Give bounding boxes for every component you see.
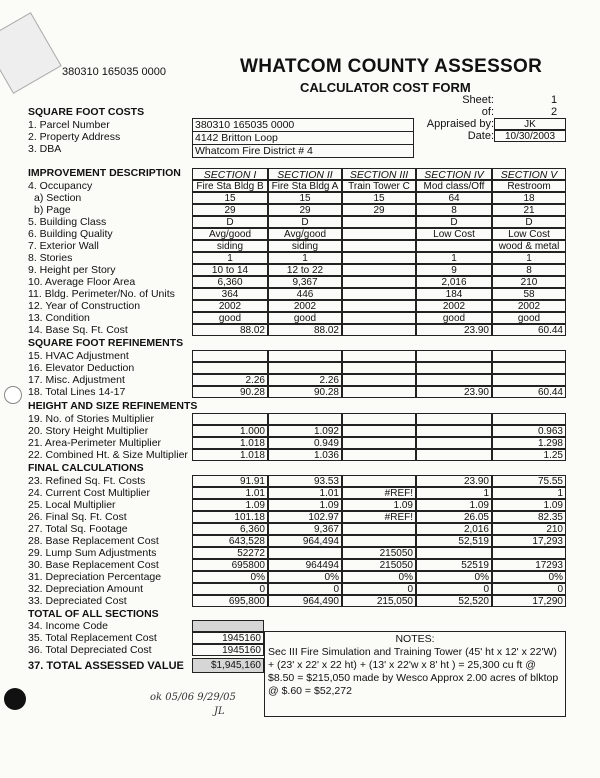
section-header-4: SECTION IV	[416, 168, 492, 180]
table-cell: 93.53	[268, 475, 342, 487]
table-cell: 2002	[416, 300, 492, 312]
table-cell: 1.25	[492, 449, 566, 461]
total-replacement-label: 35. Total Replacement Cost	[28, 632, 157, 644]
table-cell: 21	[492, 204, 566, 216]
of-value: 2	[550, 106, 558, 118]
appraised-value: JK	[494, 118, 566, 130]
table-cell: 29	[342, 204, 416, 216]
row-label: 6. Building Quality	[28, 228, 113, 240]
notes-box	[264, 631, 566, 717]
table-cell: 1.09	[192, 499, 268, 511]
table-cell: 52,520	[416, 595, 492, 607]
table-cell: 184	[416, 288, 492, 300]
table-cell: 102.97	[268, 511, 342, 523]
page-subtitle: CALCULATOR COST FORM	[300, 80, 471, 95]
table-cell: D	[416, 216, 492, 228]
row-label: b) Page	[34, 204, 71, 216]
table-cell: Mod class/Off	[416, 180, 492, 192]
section-header-3: SECTION III	[342, 168, 416, 180]
table-cell: D	[192, 216, 268, 228]
table-cell	[416, 449, 492, 461]
of-label: of:	[481, 106, 494, 118]
table-cell: 52272	[192, 547, 268, 559]
parcel-number-label: 1. Parcel Number	[28, 119, 110, 131]
table-cell: 29	[192, 204, 268, 216]
table-cell: 0%	[416, 571, 492, 583]
table-cell: 23.90	[416, 475, 492, 487]
table-cell: 964,490	[268, 595, 342, 607]
handwritten-dates: ok 05/06 9/29/05	[150, 692, 236, 703]
table-cell: Low Cost	[492, 228, 566, 240]
table-cell	[492, 350, 566, 362]
row-label: 14. Base Sq. Ft. Cost	[28, 324, 128, 336]
table-cell: wood & metal	[492, 240, 566, 252]
table-cell	[342, 312, 416, 324]
sheet-value: 1	[550, 94, 558, 106]
table-cell: 446	[268, 288, 342, 300]
table-cell: 215050	[342, 559, 416, 571]
table-cell: 210	[492, 276, 566, 288]
table-cell	[492, 374, 566, 386]
income-code-label: 34. Income Code	[28, 620, 108, 632]
table-cell: 23.90	[416, 324, 492, 336]
table-cell: good	[492, 312, 566, 324]
table-cell: 18	[492, 192, 566, 204]
table-cell	[342, 324, 416, 336]
table-cell: 17293	[492, 559, 566, 571]
table-cell: 643,528	[192, 535, 268, 547]
table-cell: 210	[492, 523, 566, 535]
total-assessed-value: $1,945,160	[192, 658, 264, 673]
table-cell: 1	[416, 252, 492, 264]
table-cell: 8	[416, 204, 492, 216]
table-cell: 2,016	[416, 276, 492, 288]
table-cell	[268, 547, 342, 559]
table-cell: 0	[492, 583, 566, 595]
table-cell	[342, 228, 416, 240]
table-cell: 6,360	[192, 523, 268, 535]
table-cell: 0	[342, 583, 416, 595]
table-cell: 695,800	[192, 595, 268, 607]
punch-hole	[4, 688, 26, 710]
table-cell: D	[268, 216, 342, 228]
row-label: 31. Depreciation Percentage	[28, 571, 162, 583]
table-cell: 15	[342, 192, 416, 204]
row-label: 23. Refined Sq. Ft. Costs	[28, 475, 146, 487]
table-cell	[342, 437, 416, 449]
table-cell	[342, 216, 416, 228]
table-cell: 90.28	[192, 386, 268, 398]
row-label: 12. Year of Construction	[28, 300, 141, 312]
table-cell: 88.02	[192, 324, 268, 336]
table-cell	[416, 374, 492, 386]
table-cell: 0	[416, 583, 492, 595]
table-cell: Avg/good	[268, 228, 342, 240]
handwritten-initials: JL	[214, 706, 225, 717]
table-cell: 215,050	[342, 595, 416, 607]
table-cell: good	[416, 312, 492, 324]
table-cell: 23.90	[416, 386, 492, 398]
table-cell: 0.963	[492, 425, 566, 437]
table-cell: 75.55	[492, 475, 566, 487]
table-cell	[268, 350, 342, 362]
table-cell: 1.000	[192, 425, 268, 437]
table-cell	[342, 374, 416, 386]
table-cell: 2002	[268, 300, 342, 312]
row-label: 13. Condition	[28, 312, 90, 324]
table-cell: 9	[416, 264, 492, 276]
table-cell	[342, 535, 416, 547]
row-label: 25. Local Multiplier	[28, 499, 116, 511]
dba-value: Whatcom Fire District # 4	[195, 145, 313, 157]
table-cell	[416, 547, 492, 559]
table-cell: 1.09	[268, 499, 342, 511]
date-value: 10/30/2003	[494, 130, 566, 142]
table-cell: 0%	[268, 571, 342, 583]
table-cell	[416, 240, 492, 252]
notes-title: NOTES:	[395, 633, 435, 645]
table-cell: 1.09	[416, 499, 492, 511]
section-heading: HEIGHT AND SIZE REFINEMENTS	[28, 400, 198, 412]
table-cell: 1.298	[492, 437, 566, 449]
table-cell: 1	[192, 252, 268, 264]
table-cell	[342, 350, 416, 362]
table-cell: 15	[192, 192, 268, 204]
table-cell	[416, 413, 492, 425]
table-cell: 15	[268, 192, 342, 204]
table-cell: 60.44	[492, 386, 566, 398]
table-cell: 17,293	[492, 535, 566, 547]
table-cell: 1.092	[268, 425, 342, 437]
table-cell: 1	[268, 252, 342, 264]
row-label: 21. Area-Perimeter Multiplier	[28, 437, 162, 449]
table-cell: 58	[492, 288, 566, 300]
table-cell: 82.35	[492, 511, 566, 523]
row-label: 22. Combined Ht. & Size Multiplier	[28, 449, 188, 461]
table-cell: 52519	[416, 559, 492, 571]
table-cell	[342, 264, 416, 276]
table-cell: 1.018	[192, 437, 268, 449]
table-cell	[416, 437, 492, 449]
table-cell: good	[268, 312, 342, 324]
table-cell: 1.01	[192, 487, 268, 499]
row-label: a) Section	[34, 192, 82, 204]
table-cell: 64	[416, 192, 492, 204]
row-label: 8. Stories	[28, 252, 73, 264]
table-cell: 26.05	[416, 511, 492, 523]
property-address-value: 4142 Britton Loop	[193, 132, 413, 145]
punch-hole	[4, 386, 22, 404]
row-label: 28. Base Replacement Cost	[28, 535, 159, 547]
total-replacement-value: 1945160	[192, 632, 264, 644]
table-cell: 1	[416, 487, 492, 499]
table-cell: #REF!	[342, 511, 416, 523]
table-cell	[342, 386, 416, 398]
parcel-info-box	[192, 118, 414, 158]
table-cell: Restroom	[492, 180, 566, 192]
notes-text: Sec III Fire Simulation and Training Tower (45' ht x 12' x 22'W) + (23' x 22' x 22 ht) + (13' x 22'w x 8' ht ) = 25,300 cu ft @ $8.50 = $215,050 made by Wesco Approx 2.00 acres of blktop @ $.60 = $52,272	[268, 646, 559, 697]
table-cell: 1.018	[192, 449, 268, 461]
table-cell	[492, 413, 566, 425]
table-cell: 12 to 22	[268, 264, 342, 276]
table-cell: 695800	[192, 559, 268, 571]
row-label: 20. Story Height Multiplier	[28, 425, 149, 437]
table-cell: 88.02	[268, 324, 342, 336]
row-label: 27. Total Sq. Footage	[28, 523, 128, 535]
row-label: 5. Building Class	[28, 216, 107, 228]
table-cell: 52,519	[416, 535, 492, 547]
row-label: 33. Depreciated Cost	[28, 595, 127, 607]
table-cell: 90.28	[268, 386, 342, 398]
table-cell: 17,290	[492, 595, 566, 607]
row-label: 16. Elevator Deduction	[28, 362, 135, 374]
table-cell: 29	[268, 204, 342, 216]
table-cell: 0%	[192, 571, 268, 583]
table-cell	[342, 240, 416, 252]
row-label: 11. Bldg. Perimeter/No. of Units	[28, 288, 175, 300]
table-cell: 1.09	[492, 499, 566, 511]
row-label: 30. Base Replacement Cost	[28, 559, 159, 571]
table-cell: 2.26	[268, 374, 342, 386]
table-cell	[342, 362, 416, 374]
table-cell: D	[492, 216, 566, 228]
table-cell: 964,494	[268, 535, 342, 547]
table-cell	[342, 300, 416, 312]
table-cell: 10 to 14	[192, 264, 268, 276]
table-cell	[192, 350, 268, 362]
date-label: Date:	[467, 130, 494, 142]
table-cell: 0	[268, 583, 342, 595]
table-cell	[492, 362, 566, 374]
table-cell	[492, 547, 566, 559]
table-cell: 364	[192, 288, 268, 300]
table-cell: Train Tower C	[342, 180, 416, 192]
table-cell: siding	[268, 240, 342, 252]
row-label: 18. Total Lines 14-17	[28, 386, 126, 398]
table-cell: 964494	[268, 559, 342, 571]
page-title: WHATCOM COUNTY ASSESSOR	[240, 56, 543, 77]
table-cell	[342, 276, 416, 288]
dba-label: 3. DBA	[28, 143, 62, 155]
table-cell	[268, 413, 342, 425]
table-cell: 0.949	[268, 437, 342, 449]
table-cell: 91.91	[192, 475, 268, 487]
table-cell: 9,367	[268, 276, 342, 288]
table-cell	[342, 288, 416, 300]
table-cell: 2002	[192, 300, 268, 312]
table-cell	[192, 413, 268, 425]
row-label: 9. Height per Story	[28, 264, 116, 276]
parcel-number-value: 380310 165035 0000	[193, 119, 413, 132]
section-heading: FINAL CALCULATIONS	[28, 462, 144, 474]
table-cell: 215050	[342, 547, 416, 559]
total-assessed-label: 37. TOTAL ASSESSED VALUE	[28, 660, 184, 672]
table-cell: 1.01	[268, 487, 342, 499]
table-cell	[416, 425, 492, 437]
table-cell	[192, 362, 268, 374]
row-label: 29. Lump Sum Adjustments	[28, 547, 157, 559]
row-label: 19. No. of Stories Multiplier	[28, 413, 155, 425]
section-header-1: SECTION I	[192, 168, 268, 180]
table-cell: 0	[192, 583, 268, 595]
section-heading: SQUARE FOOT REFINEMENTS	[28, 337, 184, 349]
folded-corner	[0, 12, 62, 94]
section-header-5: SECTION V	[492, 168, 566, 180]
improvement-heading: IMPROVEMENT DESCRIPTION	[28, 167, 181, 179]
table-cell: 101.18	[192, 511, 268, 523]
table-cell: 2002	[492, 300, 566, 312]
appraised-label: Appraised by:	[426, 118, 494, 130]
table-cell: 9,367	[268, 523, 342, 535]
table-cell: 1.09	[342, 499, 416, 511]
totals-heading: TOTAL OF ALL SECTIONS	[28, 608, 159, 620]
table-cell: 1	[492, 252, 566, 264]
table-cell: 1	[492, 487, 566, 499]
row-label: 17. Misc. Adjustment	[28, 374, 125, 386]
table-cell: 2,016	[416, 523, 492, 535]
row-label: 7. Exterior Wall	[28, 240, 99, 252]
table-cell: 60.44	[492, 324, 566, 336]
table-cell: good	[192, 312, 268, 324]
total-depreciated-label: 36. Total Depreciated Cost	[28, 644, 152, 656]
table-cell	[342, 449, 416, 461]
table-cell	[268, 362, 342, 374]
form-id: 380310 165035 0000	[62, 66, 166, 78]
table-cell	[416, 362, 492, 374]
table-cell: Fire Sta Bldg B	[192, 180, 268, 192]
row-label: 10. Average Floor Area	[28, 276, 136, 288]
table-cell	[342, 475, 416, 487]
sqft-costs-heading: SQUARE FOOT COSTS	[28, 106, 145, 118]
total-depreciated-value: 1945160	[192, 644, 264, 656]
table-cell: 8	[492, 264, 566, 276]
table-cell	[342, 252, 416, 264]
table-cell	[416, 350, 492, 362]
sheet-label: Sheet:	[462, 94, 494, 106]
row-label: 26. Final Sq. Ft. Cost	[28, 511, 127, 523]
property-address-label: 2. Property Address	[28, 131, 121, 143]
table-cell: #REF!	[342, 487, 416, 499]
table-cell: 6,360	[192, 276, 268, 288]
table-cell: siding	[192, 240, 268, 252]
table-cell: Fire Sta Bldg A	[268, 180, 342, 192]
table-cell: 0%	[342, 571, 416, 583]
row-label: 15. HVAC Adjustment	[28, 350, 129, 362]
row-label: 4. Occupancy	[28, 180, 93, 192]
table-cell	[342, 425, 416, 437]
income-code-value	[192, 620, 264, 632]
row-label: 32. Depreciation Amount	[28, 583, 143, 595]
table-cell: 2.26	[192, 374, 268, 386]
row-label: 24. Current Cost Multiplier	[28, 487, 150, 499]
table-cell	[342, 413, 416, 425]
table-cell	[342, 523, 416, 535]
table-cell: Avg/good	[192, 228, 268, 240]
table-cell: 1.036	[268, 449, 342, 461]
section-header-2: SECTION II	[268, 168, 342, 180]
table-cell: 0%	[492, 571, 566, 583]
table-cell: Low Cost	[416, 228, 492, 240]
